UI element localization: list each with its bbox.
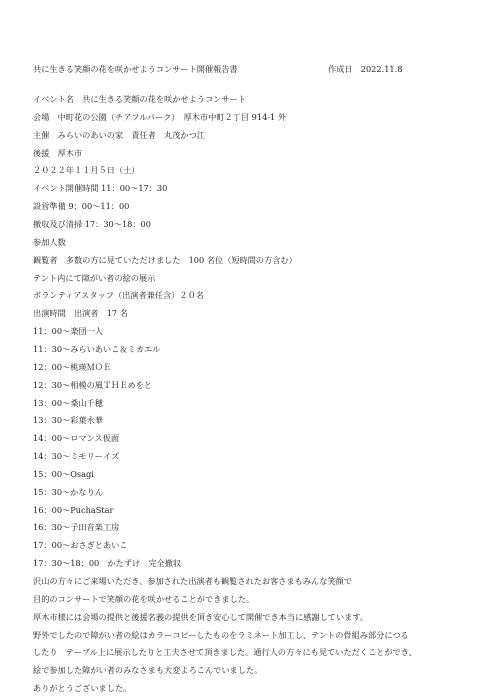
report-line: 14：00～ロマンス仮面: [33, 433, 120, 444]
report-line: 沢山の方々にご来場いただき、参加された出演者も観覧されたお客さまもみんな笑顔で: [33, 576, 352, 586]
report-line: 16：30～子田音楽工房: [33, 522, 120, 533]
report-line: 会場 中町花の公園（チアフルパーク） 厚木市中町２丁目 914-1 外: [33, 111, 287, 122]
report-title: 共に生きる笑顔の花を咲かせようコンサート開催報告書: [33, 64, 238, 74]
report-line: 設営準備 9：00～11：00: [33, 201, 130, 212]
report-line: 11：00～楽団一人: [33, 326, 103, 337]
report-line: 12：00～桃瑛ＭＯＥ: [33, 361, 112, 372]
report-line: イベント開催時間 11：00～17：30: [33, 183, 168, 194]
report-line: 12：30～相模の風ＴＨＥめをと: [33, 379, 153, 390]
report-line: 参加人数: [33, 236, 66, 247]
report-line: 15：00～Osagi: [33, 468, 94, 479]
report-line: 後援 厚木市: [33, 147, 83, 158]
report-line: 主催 みらいのあいの家 責任者 丸茂かつ江: [33, 129, 205, 140]
report-line: ボランティアスタッフ（出演者兼任含）２０名: [33, 290, 204, 301]
report-line: 13：00～桑山千穂: [33, 397, 103, 408]
report-line: テント内にて障がい者の絵の展示: [33, 272, 156, 283]
report-line: 目的のコンサートで笑顔の花を咲かせることができました。: [33, 593, 255, 604]
report-line: 16：00～PuchaStar: [33, 504, 114, 515]
report-header: [33, 62, 463, 76]
report-line: 15：30～かなりん: [33, 486, 103, 497]
report-line: 厚木市様には会場の提供と後援名義の提供を頂き安心して開催でき本当に感謝しています。: [33, 611, 369, 622]
report-line: ２０２２年１１月５日（土）: [33, 165, 140, 176]
report-line: 14：30～ミモリーイズ: [33, 451, 120, 461]
report-line: 野外でしたので障がい者の絵はカラーコピーしたものをラミネート加工し、テントの骨組み部分につる: [33, 629, 409, 640]
report-line: 撤収及び清掃 17：30～18：00: [33, 219, 151, 229]
report-line: 13：30～彩葉永華: [33, 415, 103, 426]
report-line: ありがとうございました。: [33, 683, 132, 694]
report-line: 出演時間 出演者 17 名: [33, 308, 128, 319]
report-line: 絵で参加した障がい者のみなさまも大変よろこんでいました。: [33, 665, 263, 676]
report-line: 17：00～おさぎとあいこ: [33, 540, 128, 551]
report-line: したり テーブル上に展示したりと工夫させて頂きました。通行人の方々にも見ていただくことができ、: [33, 647, 417, 658]
report-line: イベント名 共に生きる笑顔の花を咲かせようコンサート: [33, 94, 246, 104]
report-line: 観覧者 多数の方に見ていただけました 100 名位（短時間の方含む）: [33, 254, 297, 265]
report-line: 17：30～18：00 かたずけ 完全撤収: [33, 558, 182, 569]
report-line: 11：30～みらいあいこ＆ミカエル: [33, 343, 161, 354]
creation-date: 作成日 2022.11.8: [328, 64, 403, 74]
